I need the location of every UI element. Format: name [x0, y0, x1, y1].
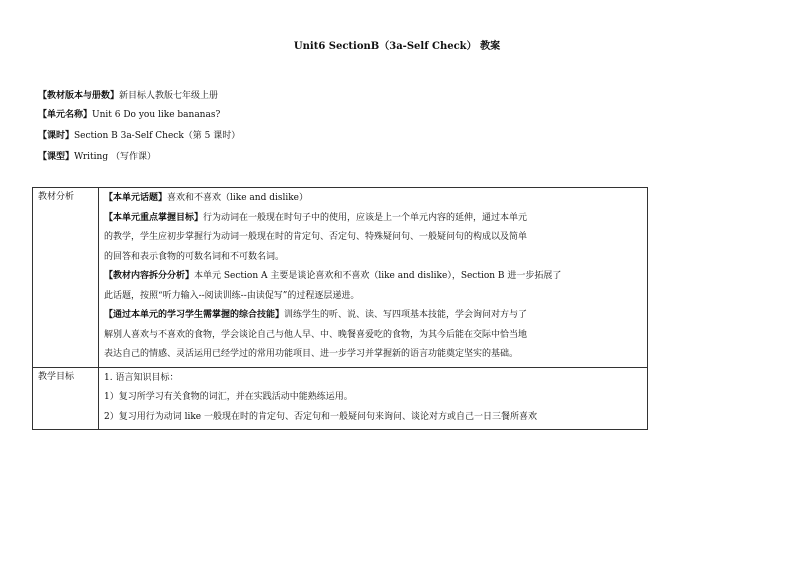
meta-value: Section B 3a-Self Check（第 5 课时） [74, 131, 241, 141]
meta-unit [38, 109, 220, 121]
meta-type [38, 151, 156, 163]
row-label-analysis: 教材分析 [33, 188, 99, 368]
meta-value: Unit 6 Do you like bananas? [92, 110, 221, 120]
row-label-goals: 教学目标 [33, 367, 99, 430]
meta-label: 【单元名称】 [38, 110, 93, 120]
meta-label: 【教材版本与册数】 [38, 91, 120, 101]
analysis-line: 【教材内容拆分分析】本单元 Section A 主要是谈论喜欢和不喜欢（like and dislike），Section B 进一步拓展了 [104, 271, 562, 281]
analysis-line: 解别人喜欢与不喜欢的食物，学会谈论自己与他人早、中、晚餐喜爱吃的食物，为其今后能在交际中恰当地 [104, 329, 528, 340]
goals-line: 1. 语言知识目标： [104, 372, 179, 383]
table-row-analysis [33, 188, 648, 368]
analysis-line: 【通过本单元的学习学生需掌握的综合技能】训练学生的听、说、读、写四项基本技能，学会询问对方与了 [104, 310, 528, 320]
analysis-line: 【本单元重点掌握目标】行为动词在一般现在时句子中的使用，应该是上一个单元内容的延伸，通过本单元 [104, 212, 528, 223]
page-title: Unit6 SectionB（3a-Self Check） 教案 [293, 41, 501, 52]
table-row-goals [33, 367, 648, 430]
meta-lesson [38, 130, 240, 142]
goals-line: 1）复习所学习有关食物的词汇，并在实践活动中能熟练运用。 [104, 392, 353, 402]
analysis-line: 的教学，学生应初步掌握行为动词一般现在时的肯定句、否定句、特殊疑问句、一般疑问句的构成以及简单 [104, 232, 528, 242]
meta-value: 新目标人教版七年级上册 [119, 91, 219, 101]
goals-content [99, 367, 648, 430]
meta-value: Writing （写作课） [74, 152, 156, 162]
meta-label: 【课时】 [38, 131, 75, 141]
analysis-line: 表达自己的情感、灵活运用已经学过的常用功能项目、进一步学习并掌握新的语言功能奠定坚实的基础。 [104, 349, 519, 359]
meta-edition [38, 90, 218, 102]
analysis-line: 的回答和表示食物的可数名词和不可数名词。 [104, 251, 285, 262]
analysis-line: 此话题，按照“听力输入--阅读训练--由读促写”的过程逐层递进。 [104, 290, 360, 301]
analysis-content [99, 188, 648, 368]
lesson-table [32, 187, 648, 430]
analysis-line: 【本单元话题】喜欢和不喜欢（like and dislike） [104, 193, 308, 203]
meta-label: 【课型】 [38, 152, 75, 162]
goals-line: 2）复习用行为动词 like 一般现在时的肯定句、否定句和一般疑问句来询问、谈论对方或自己一日三餐所喜欢 [104, 411, 537, 422]
